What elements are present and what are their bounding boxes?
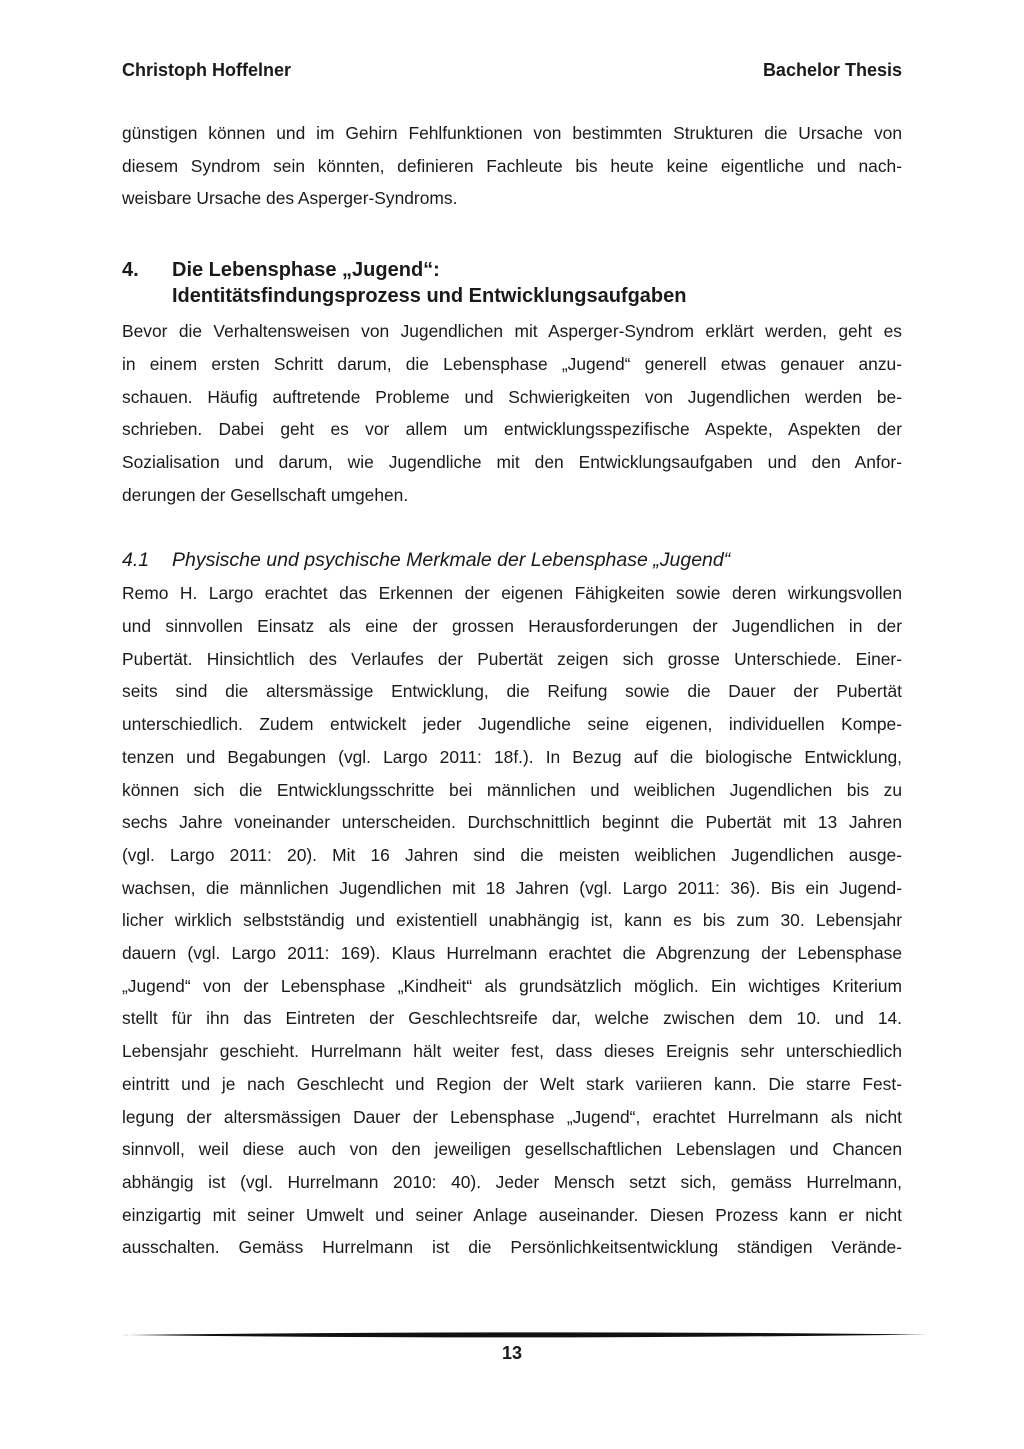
- text-line: Lebensjahr geschieht. Hurrelmann hält weiter fest, dass dieses Ereignis sehr unterschiedlich: [122, 1041, 902, 1062]
- text-line: dauern (vgl. Largo 2011: 169). Klaus Hurrelmann erachtet die Abgrenzung der Lebensphase: [122, 943, 902, 964]
- text-line: diesem Syndrom sein könnten, definieren Fachleute bis heute keine eigentliche und nach-: [122, 155, 902, 176]
- text-line: seits sind die altersmässige Entwicklung, die Reifung sowie die Dauer der Pubertät: [122, 681, 902, 702]
- text-line: weisbare Ursache des Asperger-Syndroms.: [122, 188, 458, 209]
- text-line: sechs Jahre voneinander unterscheiden. Durchschnittlich beginnt die Pubertät mit 13 Jahren: [122, 812, 902, 833]
- text-line: in einem ersten Schritt darum, die Lebensphase „Jugend“ generell etwas genauer anzu-: [122, 353, 902, 374]
- section-4-number: 4.: [122, 259, 139, 282]
- page-number: 13: [501, 1343, 523, 1363]
- text-line: Sozialisation und darum, wie Jugendliche mit den Entwicklungsaufgaben und den Anfor-: [122, 451, 902, 472]
- text-line: schrieben. Dabei geht es vor allem um entwicklungsspezifische Aspekte, Aspekten der: [122, 419, 902, 440]
- section-4-1-paragraph: [122, 577, 902, 1264]
- text-line: einzigartig mit seiner Umwelt und seiner Anlage auseinander. Diesen Prozess kann er nicht: [122, 1204, 902, 1225]
- text-line: günstigen können und im Gehirn Fehlfunktionen von bestimmten Strukturen die Ursache von: [122, 123, 902, 143]
- section-4-heading: [122, 257, 902, 309]
- text-line: abhängig ist (vgl. Hurrelmann 2010: 40). Jeder Mensch setzt sich, gemäss Hurrelmann,: [122, 1171, 902, 1192]
- text-line: „Jugend“ von der Lebensphase „Kindheit“ als grundsätzlich möglich. Ein wichtiges Kriterium: [122, 975, 902, 996]
- text-line: tenzen und Begabungen (vgl. Largo 2011: 18f.). In Bezug auf die biologische Entwicklung,: [122, 746, 902, 767]
- page-body: [122, 117, 902, 1264]
- text-line: legung der altersmässigen Dauer der Lebensphase „Jugend“, erachtet Hurrelmann als nicht: [122, 1106, 902, 1127]
- text-line: können sich die Entwicklungsschritte bei männlichen und weiblichen Jugendlichen bis zu: [122, 779, 902, 800]
- text-line: unterschiedlich. Zudem entwickelt jeder Jugendliche seine eigenen, individuellen Kompe-: [122, 714, 902, 735]
- text-line: (vgl. Largo 2011: 20). Mit 16 Jahren sind die meisten weiblichen Jugendlichen ausge-: [122, 844, 902, 865]
- text-line: Remo H. Largo erachtet das Erkennen der eigenen Fähigkeiten sowie deren wirkungsvollen: [122, 583, 902, 604]
- text-line: ausschalten. Gemäss Hurrelmann ist die Persönlichkeitsentwicklung ständigen Verände-: [122, 1237, 902, 1258]
- text-line: Bevor die Verhaltensweisen von Jugendlichen mit Asperger-Syndrom erklärt werden, geht es: [122, 321, 902, 342]
- section-4-title-line2: Identitätsfindungsprozess und Entwicklungsaufgaben: [172, 285, 687, 308]
- text-line: stellt für ihn das Eintreten der Geschlechtsreife dar, welche zwischen dem 10. und 14.: [122, 1008, 902, 1029]
- text-line: sinnvoll, weil diese auch von den jeweiligen gesellschaftlichen Lebenslagen und Chancen: [122, 1139, 902, 1160]
- section-4-1-number: 4.1: [122, 549, 150, 572]
- section-4-title-line1: Die Lebensphase „Jugend“:: [172, 259, 440, 282]
- header-author: Christoph Hoffelner: [122, 60, 291, 80]
- page-header: [122, 60, 902, 90]
- section-4-1-heading: [122, 547, 902, 573]
- header-doc-type: Bachelor Thesis: [762, 60, 902, 80]
- text-line: licher wirklich selbstständig und existentiell unabhängig ist, kann es bis zum 30. Lebensjahr: [122, 910, 902, 931]
- footer-divider: [122, 1328, 928, 1342]
- text-line: eintritt und je nach Geschlecht und Region der Welt stark variieren kann. Die starre Fest-: [122, 1073, 902, 1094]
- text-line: Pubertät. Hinsichtlich des Verlaufes der Pubertät zeigen sich grosse Unterschiede. Einer-: [122, 648, 902, 669]
- text-line: derungen der Gesellschaft umgehen.: [122, 484, 409, 505]
- section-4-1-title: Physische und psychische Merkmale der Lebensphase „Jugend“: [172, 549, 731, 572]
- section-4-paragraph: [122, 315, 902, 511]
- text-line: wachsen, die männlichen Jugendlichen mit 18 Jahren (vgl. Largo 2011: 36). Bis ein Jugend-: [122, 877, 902, 898]
- text-line: schauen. Häufig auftretende Probleme und Schwierigkeiten von Jugendlichen werden be-: [122, 386, 902, 407]
- text-line: und sinnvollen Einsatz als eine der grossen Herausforderungen der Jugendlichen in der: [122, 616, 902, 637]
- intro-paragraph: [122, 117, 902, 215]
